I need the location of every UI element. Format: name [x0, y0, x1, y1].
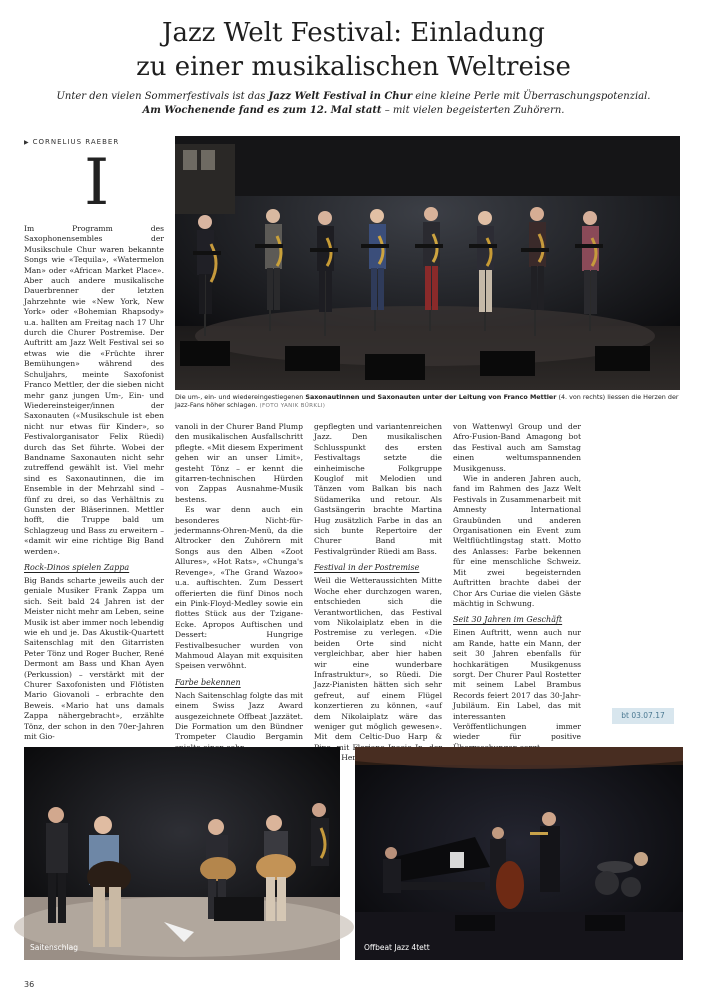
photo-saitenschlag [24, 747, 340, 960]
paragraph: Einen Auftritt, wenn auch nur am Rande, hatte ein Mann, der seit 30 Jahren ebenfalls für hochkarätigen Musikgenuss sorgt. Der Churer Paul Rostetter mit seinem Label Brambus Records feiert 2017 das 30-Jahr-Jubiläum. Ein Label, das mit interessanten Veröffentlichungen immer wieder für positive [453, 628, 581, 742]
headline-line-2: zu einer musikalischen Weltreise [136, 52, 571, 82]
headline [20, 16, 687, 84]
caption-text-1: Die um-, ein- und wiedereingestiegenen [175, 393, 306, 401]
lead-bold-2: Am Wochenende fand es zum 12. Mal statt [142, 105, 382, 116]
lead-bold-1: Jazz Welt Festival in Chur [268, 91, 413, 102]
photo-label-offbeat: Offbeat Jazz 4tett [364, 943, 430, 952]
paragraph: Weil die Wetteraussichten Mitte Woche eher durchzogen waren, entschieden sich die Verantwortlichen, das Festival vom Nikolaiplatz eben in die Postremise zu verlegen. «Die beiden Orte sind nicht vergleichbar, aber hier haben wir eine wunderbare Infrastruktur», so Rüedi. Die Jazz-Pianisten hätten sich sehr gefreut, auf einem Flügel konzertieren zu können, «auf dem Nikolaiplatz wäre das weniger gut möglich gewesen». Mit dem Celtic-Duo Harp & mit [314, 576, 442, 752]
byline-author: CORNELIUS RAEBER [32, 138, 120, 146]
subheading-rock-dinos: Rock-Dinos spielen Zappa [24, 563, 130, 572]
paragraph: von Wattenwyl Group und der Afro-Fusion-Band Amagong bot das Festival auch am Samstag einen weltumspannenden Musikgenuss. [453, 422, 581, 473]
paragraph: Big Bands scharte jeweils auch der geniale Musiker Frank Zappa um sich. Seit bald 24 Jahren ist der Meister nicht mehr am Leben, seine Musik ist aber immer noch lebendig wie eh und je. Das Akustik-Quartett Saitenschlag mit den Gitarristen Peter Tönz und Roger Bucher, René Dermont am Bass und Khan Ayen (Perkussion) – verstärkt mit der Churer Saxofonisten und Flötisten Mario Giovanoli – erbrachte den Beweis. «Mario hat uns damals Zappa nähergebracht», erzählte Tönz, der schon in den 70er-Jahren mit Gio- [24, 576, 164, 742]
caption-text-2: (4. von rechts) liessen die Herzen der Jazz-Fans höher schlagen. [175, 393, 679, 410]
photo-offbeat-jazz [355, 747, 683, 960]
paragraph: Im Programm des Saxophonensembles der Musikschule Chur waren bekannte Songs wie «Tequila», «Watermelon Man» oder «African Market Place». Aber auch andere musikalische Dauerbrenner der letzten Jahrzehnte wie «New York, New York» oder «Bohemian Rhapsody» u.a. hallten am Freitag nach 17 Uhr durch die Churer Postremise. Der Auftritt am Jazz Welt Festival sei so etwas wie die «Früchte ihrer Bemühungen» während des Schuljahrs, meinte Saxofonist Franco Mettler, der die sieben nicht mehr ganz jungen Um-, Ein- und Wiedereinsteiger/innen der Saxonauten («Musikschule ist eben nicht nur etwas für Kinder», so Festivalorganisator Felix Rüedi) durch das Set führte. Wobei der Bandname Saxonauten nicht sehr zutreffend gewählt ist. Viel mehr sind es Saxonautinnen, die im Ensemble in der Mehrzahl sind – fünf zu drei, so das Verhältnis zu Gunsten der Bläserinnen. Mettler hofft, die Truppe bald um Schlagzeug und Bass zu erweitern – «damit wir eine richtige Big Band werden». [24, 224, 164, 556]
lead-text-2: eine kleine Perle mit Überraschungspotenzial. [412, 91, 651, 102]
photo-credit: (FOTO YANIK BÜRKLI) [259, 403, 326, 410]
subheading-seit-30-jahren: Seit 30 Jahren im Geschäft [453, 615, 563, 625]
dropcap: I [84, 146, 110, 220]
date-tag: bt 03.07.17 [612, 708, 674, 724]
paragraph: vanoli in der Churer Band Plump den musikalischen Ausfallschritt pflegte. «Mit diesem Experiment gehen wir an unser Limit», gesteht Tönz – er kennt die gitarren-technischen Hürden von Zappas Ausnahme-Musik bestens. [175, 422, 303, 504]
subheading-farbe-bekennen: Farbe bekennen [175, 677, 241, 687]
caption-bold: Saxonautinnen und Saxonauten unter der Leitung von Franco Mettler [305, 393, 557, 401]
photo-offbeat-illustration [355, 747, 683, 960]
byline-triangle-icon: ▶ [24, 139, 30, 146]
paragraph: Es war denn auch ein besonderes Nicht-für-jedermanns-Ohren-Menü, da die Altrocker den Zuhörern mit Songs aus den Alben «Zoot Allures», «Hot Rats», «Chunga's Revenge», «The Grand Wazoo» u.a. auftischten. Zum Dessert offerierten die fünf Dinos noch ein Pink-Floyd-Medley sowie ein flottes Stück aus der Tzigane-Ecke. Apropos Auftischen und Dessert: Hungrige Festivalbesucher wurden von Mahmoud Alayan mit exquisiten Speisen verwöhnt. [175, 505, 303, 671]
main-photo-saxonauten [175, 136, 680, 390]
byline [24, 138, 119, 146]
paragraph: Nach Saitenschlag folgte das mit einem Swiss Jazz Award ausgezeichnete Offbeat Jazzätet. Die Formation um den Bündner Trompeter Claudio Bergamin [175, 690, 303, 742]
subheading-postremise: Festival in der Postremise [314, 563, 420, 573]
article-column-4 [453, 422, 581, 742]
lead-text-3: – mit vielen begeisterten Zuhörern. [381, 105, 565, 116]
lead-text-1: Unter den vielen Sommerfestivals ist das [56, 91, 269, 102]
article-column-3 [314, 422, 442, 752]
main-photo-caption [175, 393, 680, 411]
headline-line-1: Jazz Welt Festival: Einladung [162, 18, 545, 48]
paragraph: gepflegten und variantenreichen Jazz. Den musikalischen Schlusspunkt des ersten Festivaltags setzte die einheimische Folkgruppe Kouglof mit Melodien und Tänzen vom Balkan bis nach Südamerika und retour. Als Gastsängerin brachte Martina Hug zusätzlich Farbe in das an sich bunte Repertoire der Churer Band mit Festivalgründer Rüedi am Bass. [314, 422, 442, 556]
main-photo-illustration [175, 136, 680, 390]
paragraph: Wie in anderen Jahren auch, fand im Rahmen des Jazz Welt Festivals in Zusammenarbeit mit Amnesty International Graubünden und anderen Organisationen ein Event zum Weltflüchtlingstag statt. Motto des Anlasses: Farbe bekennen für eine menschliche Schweiz. Mit zwei begeisternden Auftritten brachte dabei der Chor Ars Curiae die vielen Gäste mächtig in Schwung. [453, 474, 581, 608]
photo-saitenschlag-illustration [24, 747, 340, 960]
lead-paragraph [24, 90, 683, 118]
article-column-1 [24, 224, 164, 742]
photo-label-saitenschlag: Saitenschlag [30, 943, 78, 952]
article-column-2 [175, 422, 303, 742]
page-number: 36 [24, 980, 35, 989]
